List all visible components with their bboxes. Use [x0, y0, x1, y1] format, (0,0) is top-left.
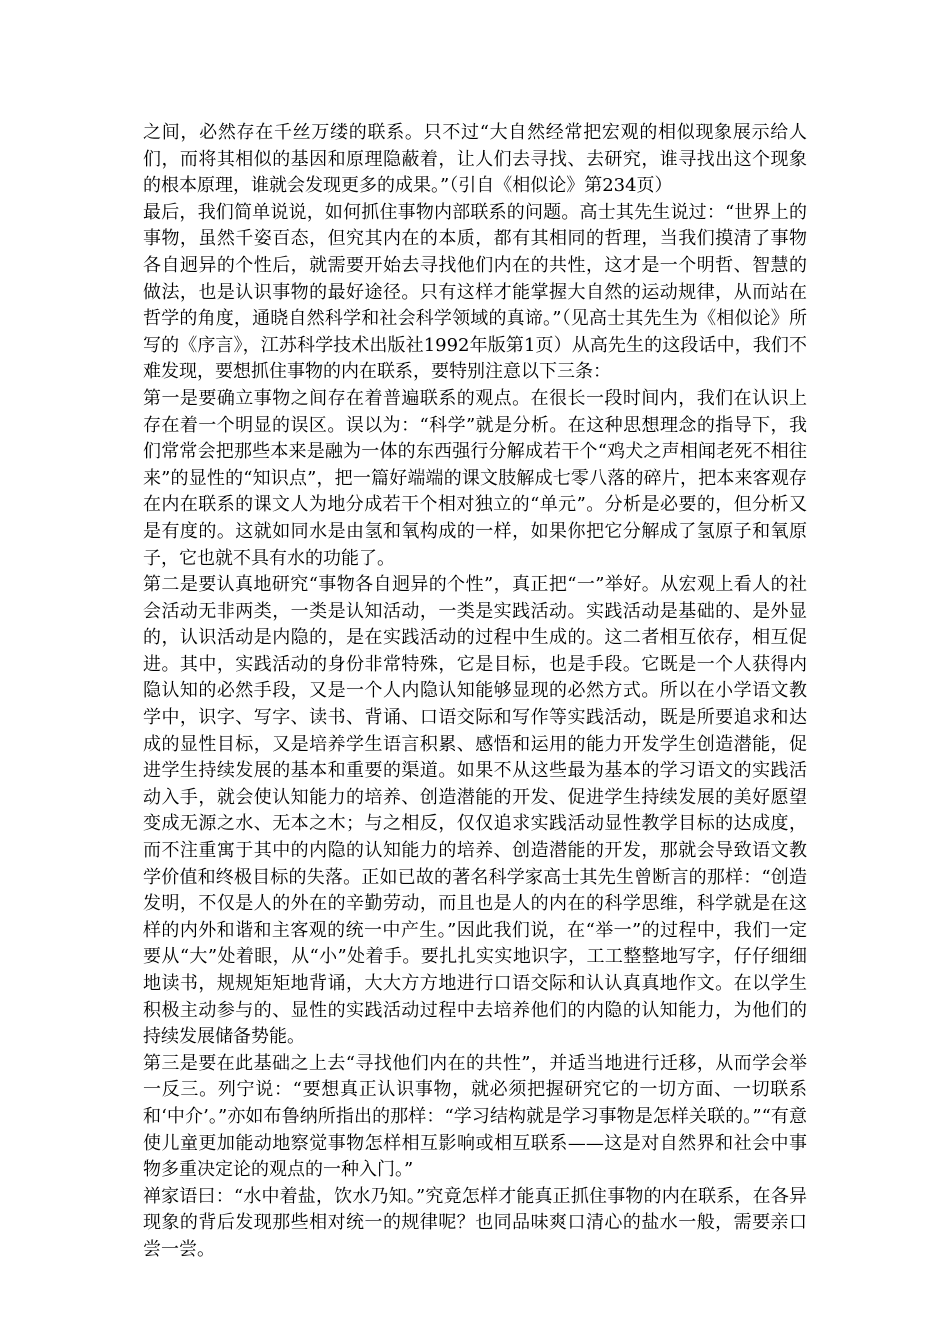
paragraph-point-two: 第二是要认真地研究“事物各自迥异的个性”，真正把“一”举好。从宏观上看人的社会活动无非两类，一类是认知活动，一类是实践活动。实践活动是基础的、是外显的，认识活动是内隐的，是在实践活动的过程中生成的。这二者相互依存，相互促进。其中，实践活动的身份非常特殊，它是目标，也是手段。它既是一个人获得内隐认知的必然手段，又是一个人内隐认知能够显现的必然方式。所以在小学语文教学中，识字、写字、读书、背诵、口语交际和写作等实践活动，既是所要追求和达成的显性目标，又是培养学生语言积累、感悟和运用的能力开发学生创造潜能，促进学生持续发展的基本和重要的渠道。如果不从这些最为基本的学习语文的实践活动入手，就会使认知能力的培养、创造潜能的开发、促进学生持续发展的美好愿望变成无源之水、无本之木；与之相反，仅仅追求实践活动显性教学目标的达成度，而不注重寓于其中的内隐的认知能力的培养、创造潜能的开发，那就会导致语文教学价值和终极目标的失落。正如已故的著名科学家高士其先生曾断言的那样：“创造发明，不仅是人的外在的辛勤劳动，而且也是人的内在的科学思维，科学就是在这样的内外和谐和主客观的统一中产生。”因此我们说，在“举一”的过程中，我们一定要从“大”处着眼，从“小”处着手。要扎扎实实地识字，工工整整地写字，仔仔细细地读书，规规矩矩地背诵，大大方方地进行口语交际和认认真真地作文。在以学生积极主动参与的、显性的实践活动过程中去培养他们的内隐的认知能力，为他们的持续发展储备势能。: [143, 574, 807, 1048]
paragraph-point-three: 第三是要在此基础之上去“寻找他们内在的共性”，并适当地进行迁移，从而学会举一反三。列宁说：“要想真正认识事物，就必须把握研究它的一切方面、一切联系和‘中介’。”亦如布鲁纳所指出的那样：“学习结构就是学习事物是怎样关联的。”“有意使儿童更加能动地察觉事物怎样相互影响或相互联系——这是对自然界和社会中事物多重决定论的观点的一种入门。”: [143, 1052, 807, 1181]
paragraph-continuation: 之间，必然存在千丝万缕的联系。只不过“大自然经常把宏观的相似现象展示给人们，而将其相似的基因和原理隐蔽着，让人们去寻找、去研究，谁寻找出这个现象的根本原理，谁就会发现更多的成果。”（引自《相似论》第234页）: [143, 122, 807, 197]
paragraph-conclusion-intro: 最后，我们简单说说，如何抓住事物内部联系的问题。高士其先生说过：“世界上的事物，虽然千姿百态，但究其内在的本质，都有其相同的哲理，当我们摸清了事物各自迥异的个性后，就需要开始去寻找他们内在的共性，这才是一个明哲、智慧的做法，也是认识事物的最好途径。只有这样才能掌握大自然的运动规律，从而站在哲学的角度，通晓自然科学和社会科学领域的真谛。”（见高士其先生为《相似论》所写的《序言》，江苏科学技术出版社1992年版第1页）从高先生的这段话中，我们不难发现，要想抓住事物的内在联系，要特别注意以下三条：: [143, 201, 807, 383]
paragraph-point-one: 第一是要确立事物之间存在着普遍联系的观点。在很长一段时间内，我们在认识上存在着一个明显的误区。误以为：“科学”就是分析。在这种思想理念的指导下，我们常常会把那些本来是融为一体的东西强行分解成若干个“鸡犬之声相闻老死不相往来”的显性的“知识点”，把一篇好端端的课文肢解成七零八落的碎片，把本来客观存在内在联系的课文人为地分成若干个相对独立的“单元”。分析是必要的，但分析又是有度的。这就如同水是由氢和氧构成的一样，如果你把它分解成了氢原子和氧原子，它也就不具有水的功能了。: [143, 387, 807, 569]
document-body: [143, 120, 807, 1264]
paragraph-closing: 禅家语曰：“水中着盐，饮水乃知。”究竟怎样才能真正抓住事物的内在联系，在各异现象的背后发现那些相对统一的规律呢？也同品味爽口清心的盐水一般，需要亲口尝一尝。: [143, 1185, 807, 1260]
